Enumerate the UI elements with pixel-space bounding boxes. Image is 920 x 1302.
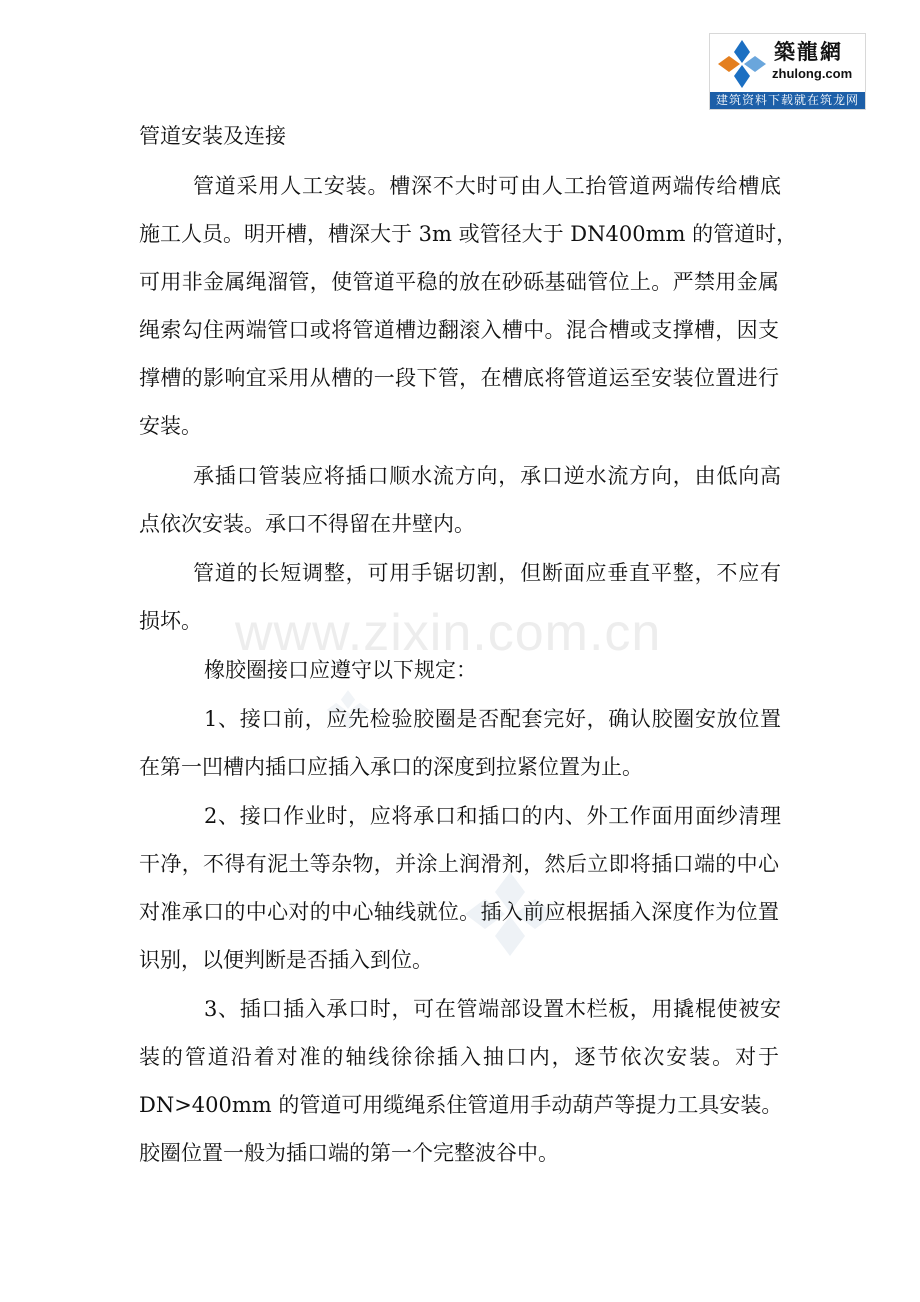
text-line: 2、接口作业时，应将承口和插口的内、外工作面用面纱清理 bbox=[204, 804, 781, 828]
text-line: 撑槽的影响宜采用从槽的一段下管，在槽底将管道运至安装位置进行 bbox=[139, 366, 779, 390]
text-line: 橡胶圈接口应遵守以下规定： bbox=[204, 658, 477, 682]
watermark-text: www.zixin.com.cn bbox=[235, 604, 662, 662]
text-line: DN>400mm 的管道可用缆绳系住管道用手动葫芦等提力工具安装。 bbox=[139, 1093, 783, 1117]
text-line: 装的管道沿着对准的轴线徐徐插入抽口内，逐节依次安装。对于 bbox=[139, 1045, 779, 1069]
text-line: 3、插口插入承口时，可在管端部设置木栏板，用撬棍使被安 bbox=[204, 997, 781, 1021]
text-line: 可用非金属绳溜管，使管道平稳的放在砂砾基础管位上。严禁用金属 bbox=[139, 270, 779, 294]
logo-slogan: 建筑资料下载就在筑龙网 bbox=[710, 92, 865, 109]
text-line: 安装。 bbox=[139, 414, 202, 438]
text-line: 干净，不得有泥土等杂物，并涂上润滑剂，然后立即将插口端的中心 bbox=[139, 852, 779, 876]
text-line: 管道采用人工安装。槽深不大时可由人工抬管道两端传给槽底 bbox=[193, 174, 781, 198]
logo-site-url: zhulong.com bbox=[772, 66, 853, 81]
site-logo[interactable] bbox=[709, 33, 866, 110]
text-line: 承插口管装应将插口顺水流方向，承口逆水流方向，由低向高 bbox=[193, 464, 781, 488]
text-line: 对准承口的中心对的中心轴线就位。插入前应根据插入深度作为位置 bbox=[139, 900, 779, 924]
text-line: 胶圈位置一般为插口端的第一个完整波谷中。 bbox=[139, 1141, 559, 1165]
zhulong-logo-icon bbox=[714, 38, 770, 90]
section-heading: 管道安装及连接 bbox=[139, 124, 286, 148]
text-line: 识别，以便判断是否插入到位。 bbox=[139, 948, 433, 972]
text-line: 点依次安装。承口不得留在井壁内。 bbox=[139, 512, 475, 536]
text-line: 施工人员。明开槽，槽深大于 3m 或管径大于 DN400mm 的管道时， bbox=[139, 222, 798, 246]
text-line: 绳索勾住两端管口或将管道槽边翻滚入槽中。混合槽或支撑槽，因支 bbox=[139, 318, 779, 342]
text-line: 1、接口前，应先检验胶圈是否配套完好，确认胶圈安放位置 bbox=[204, 707, 781, 731]
text-line: 管道的长短调整，可用手锯切割，但断面应垂直平整，不应有 bbox=[193, 561, 781, 585]
logo-name-cn: 築龍網 bbox=[774, 39, 843, 64]
text-line: 损坏。 bbox=[139, 609, 202, 633]
text-line: 在第一凹槽内插口应插入承口的深度到拉紧位置为止。 bbox=[139, 755, 643, 779]
